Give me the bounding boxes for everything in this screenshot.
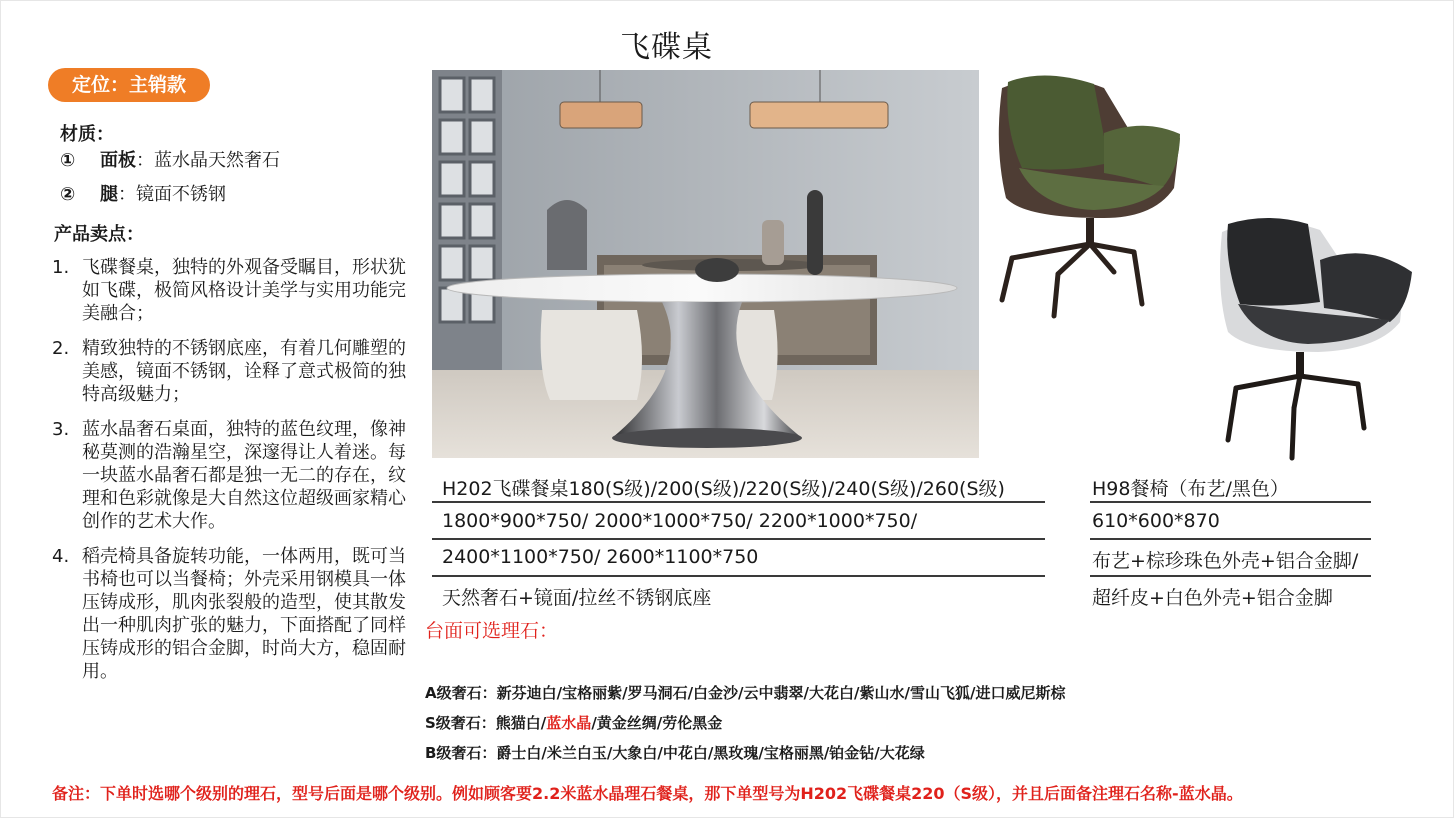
selling-points-heading: 产品卖点： [54, 224, 144, 245]
stone-grade-a: A级奢石：新芬迪白/宝格丽紫/罗马洞石/白金沙/云中翡翠/大花白/紫山水/雪山飞狐/进口威尼斯棕 [425, 684, 1066, 702]
selling-points-list [52, 256, 407, 695]
point-text: 蓝水晶奢石桌面，独特的蓝色纹理，像神秘莫测的浩瀚星空，深邃得让人着迷。每一块蓝水晶奢石都是独一无二的存在，纹理和色彩就像是大自然这位超级画家精心创作的艺术大作。 [82, 419, 406, 532]
material-key: 面板 [100, 150, 136, 171]
material-item-legs [60, 180, 226, 206]
divider [432, 575, 1045, 577]
material-num: ② [60, 184, 76, 205]
positioning-badge: 定位：主销款 [48, 68, 210, 102]
chair-photo-fabric [984, 68, 1202, 330]
chair-size: 610*600*870 [1092, 510, 1220, 532]
divider [1090, 575, 1371, 577]
selling-point [52, 256, 407, 325]
divider [432, 538, 1045, 540]
table-material: 天然奢石+镜面/拉丝不锈钢底座 [442, 587, 712, 609]
stone-grade-s-suffix: /黄金丝绸/劳伦黑金 [591, 714, 723, 732]
point-number: 1. [52, 257, 70, 278]
divider [1090, 538, 1371, 540]
point-number: 4. [52, 546, 70, 567]
stone-grade-b: B级奢石：爵士白/米兰白玉/大象白/中花白/黑玫瑰/宝格丽黑/铂金钻/大花绿 [425, 744, 925, 762]
dining-table-photo [432, 70, 979, 458]
divider [1090, 501, 1371, 503]
table-sizes-line2: 2400*1100*750/ 2600*1100*750 [442, 546, 759, 568]
material-value: ：镜面不锈钢 [118, 184, 226, 205]
materials-heading: 材质： [60, 124, 114, 145]
point-text: 稻壳椅具备旋转功能，一体两用，既可当书椅也可以当餐椅；外壳采用钢模具一体压铸成形，肌肉张裂般的造型，使其散发出一种肌肉扩张的魅力，下面搭配了同样压铸成形的铝合金脚，时尚大方，稳固耐用。 [82, 546, 406, 682]
material-num: ① [60, 150, 76, 171]
chair-material-line1: 布艺+棕珍珠色外壳+铝合金脚/ [1092, 550, 1359, 572]
selling-point [52, 545, 407, 683]
material-value: ：蓝水晶天然奢石 [136, 150, 280, 171]
point-number: 2. [52, 338, 70, 359]
point-number: 3. [52, 419, 70, 440]
selling-point [52, 418, 407, 533]
stone-grade-s-prefix: S级奢石：熊猫白/ [425, 714, 547, 732]
table-model: H202飞碟餐桌180(S级)/200(S级)/220(S级)/240(S级)/260(S级) [442, 478, 1005, 500]
material-item-panel [60, 146, 280, 172]
point-text: 精致独特的不锈钢底座，有着几何雕塑的美感，镜面不锈钢，诠释了意式极简的独特高级魅力； [82, 338, 406, 405]
material-key: 腿 [100, 184, 118, 205]
selling-point [52, 337, 407, 406]
point-text: 飞碟餐桌，独特的外观备受瞩目，形状犹如飞碟，极简风格设计美学与实用功能完美融合； [82, 257, 406, 324]
order-note: 备注：下单时选哪个级别的理石，型号后面是哪个级别。例如顾客要2.2米蓝水晶理石餐桌，那下单型号为H202飞碟餐桌220（S级），并且后面备注理石名称-蓝水晶。 [52, 784, 1243, 803]
stone-grade-s [425, 712, 722, 733]
stone-options-heading: 台面可选理石： [425, 620, 559, 642]
divider [432, 501, 1045, 503]
chair-material-line2: 超纤皮+白色外壳+铝合金脚 [1092, 587, 1333, 609]
page-title: 飞碟桌 [620, 30, 713, 65]
chair-model: H98餐椅（布艺/黑色） [1092, 478, 1289, 500]
table-sizes-line1: 1800*900*750/ 2000*1000*750/ 2200*1000*750/ [442, 510, 918, 532]
stone-grade-s-highlight: 蓝水晶 [546, 714, 592, 732]
chair-photo-leather [1208, 212, 1424, 464]
